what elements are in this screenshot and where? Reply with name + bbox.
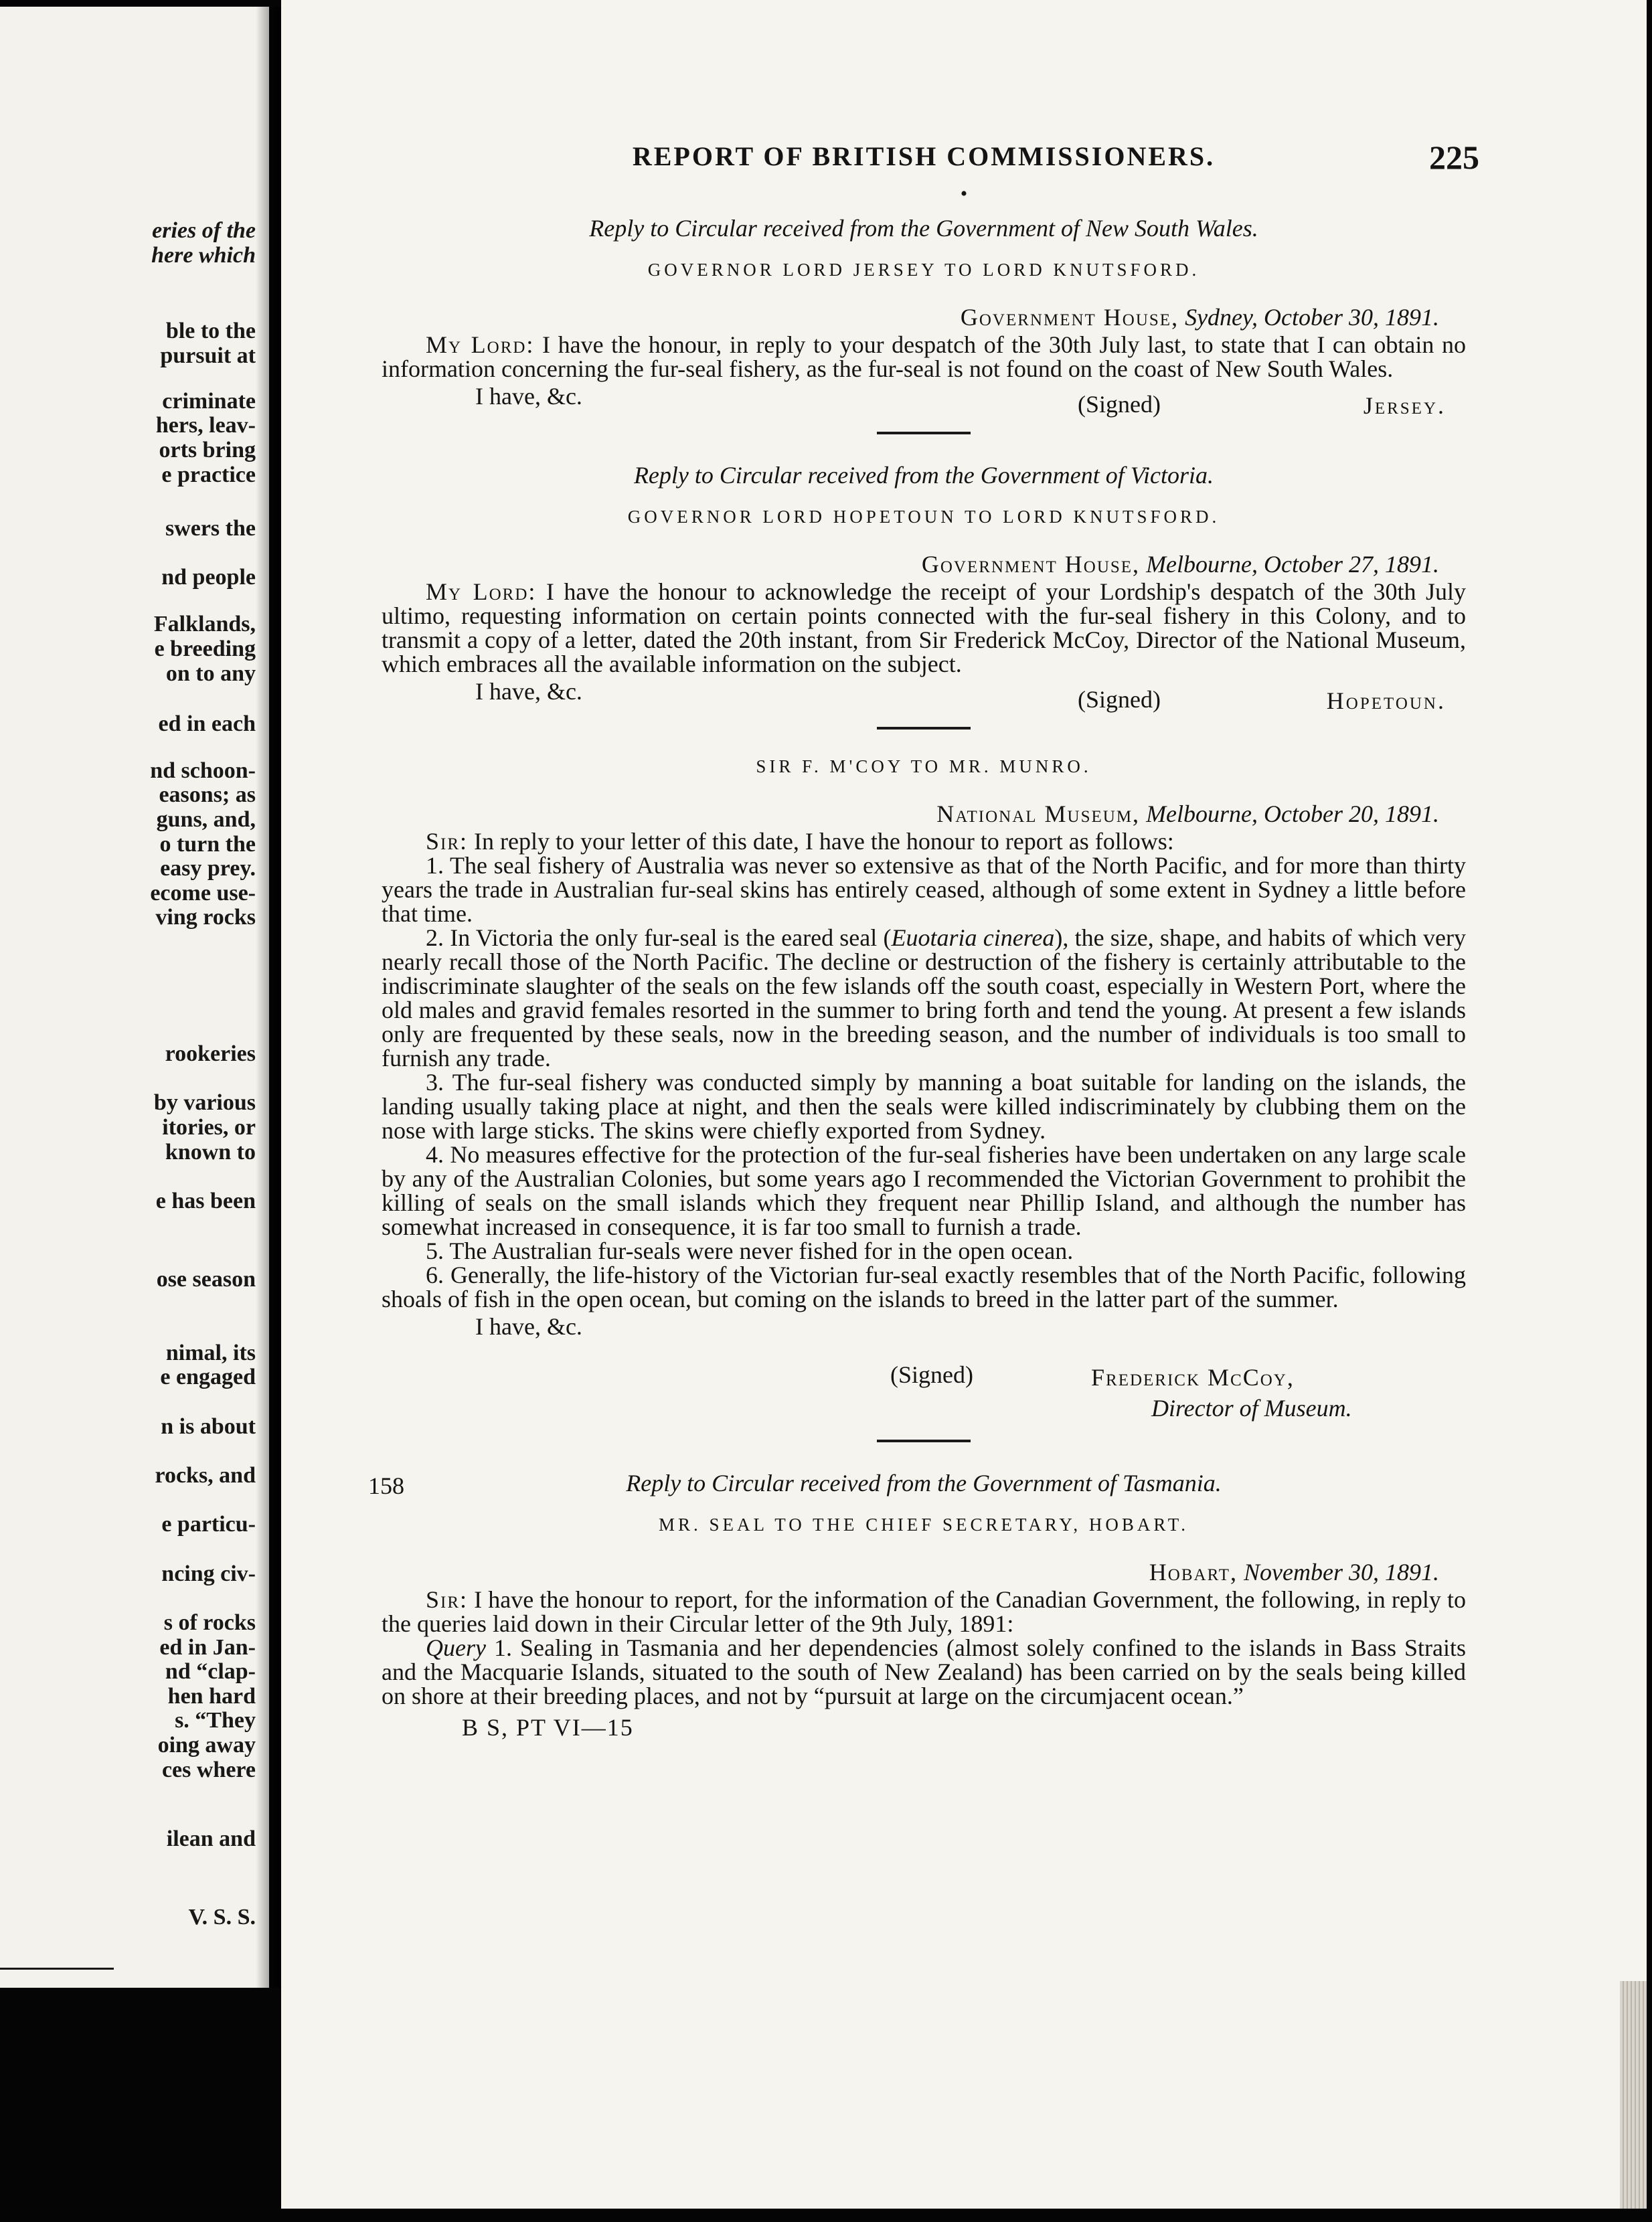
left-page-text-fragment: nd “clap- <box>165 1659 256 1684</box>
left-page-text-fragment: nd people <box>161 565 256 590</box>
left-page-text-fragment: e engaged <box>160 1365 256 1389</box>
left-page-text-fragment: o turn the <box>159 832 256 857</box>
query-label: Query <box>426 1634 486 1661</box>
left-page-text-fragment: ilean and <box>166 1826 256 1851</box>
left-page-text-fragment: easy prey. <box>160 856 256 881</box>
left-page-text-fragment: ed in Jan- <box>159 1635 256 1660</box>
body-text: I have the honour to acknowledge the receipt of your Lordship's despatch of the 30th July ultimo, requesting information on certain points connected with the fur-seal fishery in this Colony, and to transmit a copy of a letter, dated the 20th instant, from Sir Frederick McCoy, Director of the National Museum, which embraces all the available information on the subject. <box>382 578 1466 677</box>
left-page-text-fragment: eries of the <box>152 218 256 243</box>
left-page-text-fragment: ecome use- <box>150 881 256 906</box>
body-text: I have the honour to report, for the information of the Canadian Government, the following, in reply to the queries laid down in their Circular letter of the 9th July, 1891: <box>382 1586 1467 1637</box>
left-page-text-fragment: hen hard <box>167 1684 256 1709</box>
signatory: Frederick McCoy, <box>1091 1364 1295 1391</box>
page-edge <box>1620 1981 1647 2209</box>
left-page-text-fragment: n is about <box>161 1414 256 1439</box>
paragraph-text: ), the size, shape, and habits of which very nearly recall those of the North Pacific. The decline or destruction of the fishery is certainly attributable to the indiscriminate slaughter of the seals on the few islands off the south coast, especially in Western Port, where the old males and gravid females resorted in the summer to bring forth and tend the young. At present a few islands only are frequented by these seals, now in the breeding season, and the number of individuals is too small to furnish any trade. <box>382 924 1467 1072</box>
left-page-fragment <box>0 7 269 1988</box>
dateline-date: Sydney, October 30, 1891. <box>1185 304 1439 331</box>
left-page-text-fragment: e breeding <box>154 636 256 661</box>
body-text: I have the honour, in reply to your despatch of the 30th July last, to state that I can obtain no information concerning the fur-seal fishery, as the fur-seal is not found on the coast of New South Wales. <box>382 331 1467 382</box>
salutation: Sir: <box>426 1586 469 1613</box>
dateline-date: November 30, 1891. <box>1244 1559 1439 1586</box>
letter-heading-victoria: GOVERNOR LORD HOPETOUN TO LORD KNUTSFORD. <box>627 507 1220 527</box>
dateline-victoria <box>382 550 1466 578</box>
dateline-place: Government House, <box>921 551 1141 578</box>
left-page-text-fragment: orts bring <box>159 438 256 462</box>
signed-label: (Signed) <box>1078 391 1161 418</box>
dateline-tasmania <box>382 1558 1466 1586</box>
numbered-paragraph-4: 4. No measures effective for the protection of the fur-seal fisheries have been undertaken on any large scale by any of the Australian Colonies, but some years ago I recommended the Victorian Government to prohibit the killing of seals on the small islands which they frequent near Phillip Island, and although the number has somewhat increased in consequence, it is far too small to furnish a trade. <box>382 1141 1466 1240</box>
closing-phrase: I have, &c. <box>475 678 582 705</box>
left-page-text-fragment: ed in each <box>158 711 256 736</box>
signatory-title: Director of Museum. <box>1151 1395 1352 1422</box>
species-name: Euotaria cinerea <box>891 924 1055 951</box>
left-page-text-fragment: rocks, and <box>155 1463 256 1488</box>
signatory: Hopetoun. <box>1326 687 1446 714</box>
left-page-text-fragment: ces where <box>161 1758 256 1782</box>
letter-body-tasmania <box>382 1588 1466 1636</box>
closing-nsw <box>382 382 1466 417</box>
left-page-text-fragment: e particu- <box>161 1512 256 1537</box>
heading-text: Reply to Circular received from the Government of Tasmania. <box>626 1470 1222 1497</box>
closing-phrase: I have, &c. <box>475 383 582 410</box>
left-page-text-fragment: V. S. S. <box>188 1905 256 1930</box>
left-page-text-fragment: known to <box>165 1140 256 1165</box>
left-page-text-fragment: ble to the <box>165 319 256 343</box>
signed-label: (Signed) <box>890 1361 973 1388</box>
left-page-text-fragment: e has been <box>155 1189 256 1213</box>
left-page-text-fragment: s. “They <box>175 1708 256 1733</box>
left-page-text-fragment: nd schoon- <box>150 758 256 783</box>
numbered-paragraph-6: 6. Generally, the life-history of the Victorian fur-seal exactly resembles that of the North Pacific, following shoals of fish in the open ocean, but coming on the islands to breed in the latter part of the summer. <box>382 1262 1466 1312</box>
closing-phrase: I have, &c. <box>475 1313 582 1340</box>
closing-victoria <box>382 677 1466 712</box>
dateline-date: Melbourne, October 20, 1891. <box>1146 800 1439 827</box>
left-page-text-fragment: oing away <box>157 1733 256 1758</box>
left-page-text-fragment: here which <box>151 243 256 268</box>
left-page-text-fragment: pursuit at <box>160 343 256 368</box>
signed-label: (Signed) <box>1078 686 1161 713</box>
running-head <box>382 139 1479 187</box>
signatory: Jersey. <box>1363 392 1446 419</box>
numbered-paragraph-2 <box>382 926 1466 1070</box>
numbered-paragraph-3: 3. The fur-seal fishery was conducted simply by manning a boat suitable for landing on the islands, the landing usually taking place at night, and then the seals were killed indiscriminately by clubbing them on the nose with large sticks. The skins were chiefly exported from Sydney. <box>382 1069 1466 1144</box>
gutter-shadow <box>256 7 282 1988</box>
dateline-mccoy <box>382 800 1466 828</box>
page-content <box>368 139 1479 1741</box>
section-heading-tasmania <box>368 1469 1466 1499</box>
numbered-paragraph-1: 1. The seal fishery of Australia was never so extensive as that of the North Pacific, and for more than thirty years the trade in Australian fur-seal skins has entirely ceased, although of some extent in Sydney a little before that time. <box>382 852 1466 927</box>
signature-block-mccoy <box>382 1361 1466 1425</box>
ornament-dot: • <box>960 183 968 205</box>
left-page-text-fragment: s of rocks <box>163 1610 256 1635</box>
left-page-text-fragment: criminate <box>162 389 256 414</box>
dateline-nsw <box>382 303 1466 331</box>
letter-body-nsw <box>382 333 1466 381</box>
query-text: 1. Sealing in Tasmania and her dependencies (almost solely confined to the islands in Bass Straits and the Macquarie Islands, situated to the south of New Zealand) has been carried on by the seals being killed on shore at their breeding places, and not by “pursuit at large on the circumjacent ocean.” <box>382 1634 1466 1709</box>
left-page-text-fragment: ving rocks <box>155 905 256 930</box>
right-page <box>281 0 1647 2209</box>
left-page-text-fragment: by various <box>153 1090 256 1115</box>
left-page-text-fragment: itories, or <box>162 1115 256 1140</box>
left-page-text-fragment: hers, leav- <box>155 413 256 438</box>
letter-body-victoria <box>382 580 1466 676</box>
dateline-place: Government House, <box>960 304 1179 331</box>
numbered-paragraph-5: 5. The Australian fur-seals were never fished for in the open ocean. <box>426 1237 1074 1264</box>
margin-number: 158 <box>368 1472 404 1499</box>
closing-mccoy <box>382 1312 1466 1347</box>
query-paragraph-1 <box>382 1636 1466 1708</box>
left-page-text-fragment: guns, and, <box>156 807 256 832</box>
letter-heading-nsw: GOVERNOR LORD JERSEY TO LORD KNUTSFORD. <box>647 260 1200 280</box>
salutation: Sir: <box>426 828 469 855</box>
printer-signature: B S, PT VI—15 <box>462 1714 634 1741</box>
page-number: 225 <box>1429 139 1479 176</box>
paragraph-text: 2. In Victoria the only fur-seal is the eared seal ( <box>426 924 892 951</box>
letter-heading-mccoy: SIR F. M'COY TO MR. MUNRO. <box>756 756 1092 776</box>
section-rule <box>877 727 971 730</box>
letter-heading-tasmania: MR. SEAL TO THE CHIEF SECRETARY, HOBART. <box>658 1515 1189 1535</box>
left-page-text-fragment: on to any <box>165 661 256 686</box>
left-page-rule <box>0 1968 114 1970</box>
section-rule <box>877 432 971 434</box>
left-page-text-fragment: rookeries <box>165 1041 256 1066</box>
dateline-date: Melbourne, October 27, 1891. <box>1146 551 1439 578</box>
section-rule <box>877 1440 971 1442</box>
left-page-text-fragment: swers the <box>165 516 256 541</box>
left-page-text-fragment: ncing civ- <box>161 1561 256 1586</box>
salutation: My Lord: <box>426 331 535 358</box>
left-page-text-fragment: nimal, its <box>165 1341 256 1365</box>
section-heading-nsw: Reply to Circular received from the Government of New South Wales. <box>589 215 1258 242</box>
left-page-text-fragment: ose season <box>156 1267 256 1292</box>
dateline-place: Hobart, <box>1149 1559 1238 1586</box>
salutation: My Lord: <box>426 578 537 605</box>
dateline-place: National Museum, <box>936 800 1141 827</box>
left-page-text-fragment: easons; as <box>159 782 256 807</box>
running-title: REPORT OF BRITISH COMMISSIONERS. <box>632 141 1216 171</box>
body-text: In reply to your letter of this date, I have the honour to report as follows: <box>474 828 1174 855</box>
left-page-text-fragment: e practice <box>161 462 256 487</box>
left-page-text-fragment: Falklands, <box>153 612 256 636</box>
section-heading-victoria: Reply to Circular received from the Government of Victoria. <box>633 462 1214 489</box>
letter-intro-mccoy <box>382 829 1466 853</box>
